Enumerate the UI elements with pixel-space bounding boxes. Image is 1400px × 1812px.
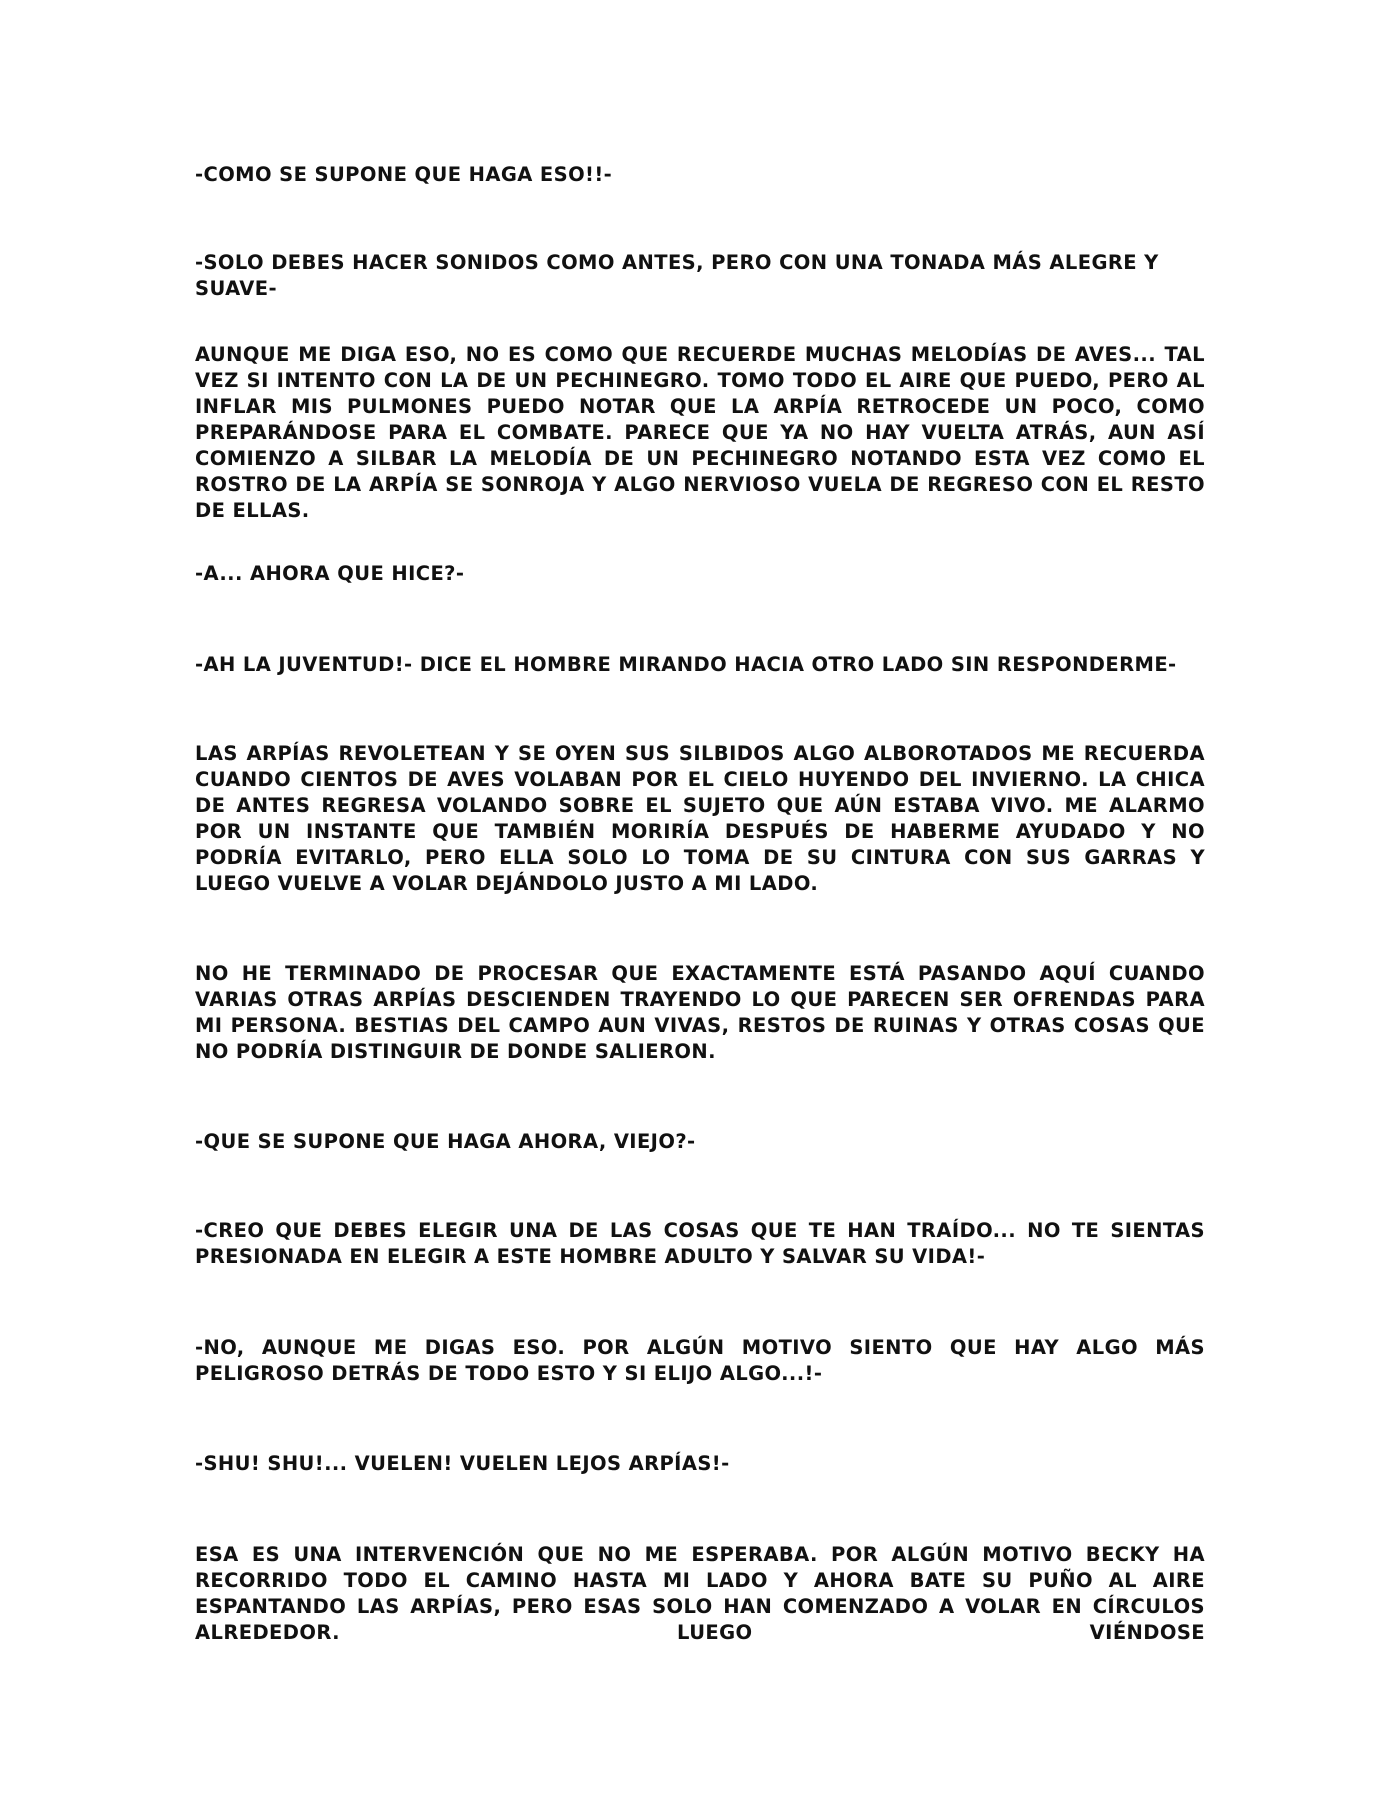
document-page: [195, 0, 1205, 1812]
narration-paragraph-4: ESA ES UNA INTERVENCIÓN QUE NO ME ESPERABA. POR ALGÚN MOTIVO BECKY HA RECORRIDO TODO EL CAMINO HASTA MI LADO Y AHORA BATE SU PUÑO AL AIRE ESPANTANDO LAS ARPÍAS, PERO ESAS SOLO HAN COMENZADO A VOLAR EN CÍRCULOS ALREDEDOR. LUEGO VIÉNDOSE: [195, 1543, 1205, 1644]
dialogue-line-2: -SOLO DEBES HACER SONIDOS COMO ANTES, PERO CON UNA TONADA MÁS ALEGRE Y SUAVE-: [195, 251, 1159, 300]
dialogue-line-1: -COMO SE SUPONE QUE HAGA ESO!!-: [195, 163, 613, 186]
dialogue-line-5: -QUE SE SUPONE QUE HAGA AHORA, VIEJO?-: [195, 1130, 696, 1153]
narration-paragraph-3: NO HE TERMINADO DE PROCESAR QUE EXACTAMENTE ESTÁ PASANDO AQUÍ CUANDO VARIAS OTRAS ARPÍAS DESCIENDEN TRAYENDO LO QUE PARECEN SER OFRENDAS PARA MI PERSONA. BESTIAS DEL CAMPO AUN VIVAS, RESTOS DE RUINAS Y OTRAS COSAS QUE NO PODRÍA DISTINGUIR DE DONDE SALIERON.: [195, 962, 1205, 1063]
dialogue-line-4: -AH LA JUVENTUD!- DICE EL HOMBRE MIRANDO HACIA OTRO LADO SIN RESPONDERME-: [195, 653, 1177, 676]
dialogue-line-3: -A... AHORA QUE HICE?-: [195, 562, 465, 585]
dialogue-line-6: -CREO QUE DEBES ELEGIR UNA DE LAS COSAS QUE TE HAN TRAÍDO... NO TE SIENTAS PRESIONADA EN ELEGIR A ESTE HOMBRE ADULTO Y SALVAR SU VIDA!-: [195, 1219, 1205, 1268]
dialogue-line-8: -SHU! SHU!... VUELEN! VUELEN LEJOS ARPÍAS!-: [195, 1452, 730, 1475]
narration-paragraph-2: LAS ARPÍAS REVOLETEAN Y SE OYEN SUS SILBIDOS ALGO ALBOROTADOS ME RECUERDA CUANDO CIENTOS DE AVES VOLABAN POR EL CIELO HUYENDO DEL INVIERNO. LA CHICA DE ANTES REGRESA VOLANDO SOBRE EL SUJETO QUE AÚN ESTABA VIVO. ME ALARMO POR UN INSTANTE QUE TAMBIÉN MORIRÍA DESPUÉS DE HABERME AYUDADO Y NO PODRÍA EVITARLO, PERO ELLA SOLO LO TOMA DE SU CINTURA CON SUS GARRAS Y LUEGO VUELVE A VOLAR DEJÁNDOLO JUSTO A MI LADO.: [195, 742, 1205, 895]
dialogue-line-7: -NO, AUNQUE ME DIGAS ESO. POR ALGÚN MOTIVO SIENTO QUE HAY ALGO MÁS PELIGROSO DETRÁS DE TODO ESTO Y SI ELIJO ALGO...!-: [195, 1336, 1205, 1385]
narration-paragraph-1: AUNQUE ME DIGA ESO, NO ES COMO QUE RECUERDE MUCHAS MELODÍAS DE AVES... TAL VEZ SI INTENTO CON LA DE UN PECHINEGRO. TOMO TODO EL AIRE QUE PUEDO, PERO AL INFLAR MIS PULMONES PUEDO NOTAR QUE LA ARPÍA RETROCEDE UN POCO, COMO PREPARÁNDOSE PARA EL COMBATE. PARECE QUE YA NO HAY VUELTA ATRÁS, AUN ASÍ COMIENZO A SILBAR LA MELODÍA DE UN PECHINEGRO NOTANDO ESTA VEZ COMO EL ROSTRO DE LA ARPÍA SE SONROJA Y ALGO NERVIOSO VUELA DE REGRESO CON EL RESTO DE ELLAS.: [195, 343, 1205, 522]
